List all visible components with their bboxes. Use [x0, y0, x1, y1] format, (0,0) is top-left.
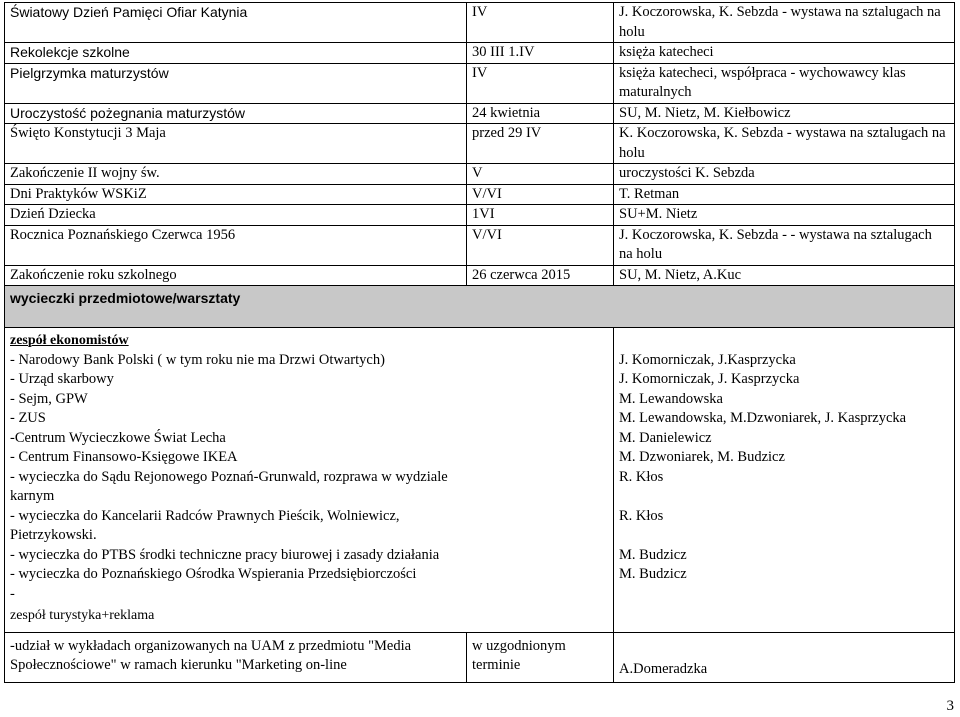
date-cell: V: [467, 164, 614, 185]
trip-line: - Sejm, GPW: [10, 390, 88, 407]
date-cell: 26 czerwca 2015: [467, 265, 614, 286]
responsible-line: J. Komorniczak, J.Kasprzycka: [619, 351, 796, 368]
table-row: [5, 205, 955, 226]
responsible-line: M. Budzicz: [619, 566, 687, 582]
date-cell: V/VI: [467, 184, 614, 205]
trip-line: Pietrzykowski.: [10, 527, 97, 543]
responsible-cell: księża katecheci: [614, 43, 955, 64]
page-number: 3: [946, 698, 954, 714]
event-cell: Pielgrzymka maturzystów: [5, 63, 467, 103]
trip-line: - Centrum Finansowo-Księgowe IKEA: [10, 449, 238, 465]
event-cell: Rocznica Poznańskiego Czerwca 1956: [5, 225, 467, 265]
responsible-cell: SU+M. Nietz: [614, 205, 955, 226]
table-row: [5, 103, 955, 124]
responsible-cell: A.Domeradzka: [614, 632, 955, 682]
event-cell: Rekolekcje szkolne: [5, 43, 467, 64]
section-header-row: [5, 286, 955, 328]
responsible-line: J. Komorniczak, J. Kasprzycka: [619, 371, 800, 387]
responsible-cell: SU, M. Nietz, A.Kuc: [614, 265, 955, 286]
responsible-line: R. Kłos: [619, 507, 664, 524]
table-row: [5, 184, 955, 205]
trip-line: - wycieczka do Sądu Rejonowego Poznań-Grunwald, rozprawa w wydziale: [10, 468, 448, 485]
trip-line: - Urząd skarbowy: [10, 371, 114, 387]
group-title: zespół ekonomistów: [10, 333, 129, 348]
trip-line: - wycieczka do PTBS środki techniczne pracy biurowej i zasady działania: [10, 546, 440, 563]
responsible-line: M. Danielewicz: [619, 429, 712, 446]
event-cell: Dni Praktyków WSKiZ: [5, 184, 467, 205]
document-page: [4, 2, 954, 683]
responsible-cell: J. Koczorowska, K. Sebzda - - wystawa na sztalugach na holu: [614, 225, 955, 265]
date-cell: 30 III 1.IV: [467, 43, 614, 64]
responsible-cell: uroczystości K. Sebzda: [614, 164, 955, 185]
responsible-cell: K. Koczorowska, K. Sebzda - wystawa na sztalugach na holu: [614, 124, 955, 164]
trip-line: - Narodowy Bank Polski ( w tym roku nie ma Drzwi Otwartych): [10, 351, 385, 368]
trip-line: -: [10, 585, 15, 602]
table-row: [5, 3, 955, 43]
responsible-line: [619, 526, 949, 546]
events-table: [4, 2, 955, 683]
date-cell: IV: [467, 3, 614, 43]
responsible-line: M. Lewandowska, M.Dzwoniarek, J. Kasprzycka: [619, 410, 907, 426]
trip-line: - wycieczka do Poznańskiego Ośrodka Wspierania Przedsiębiorczości: [10, 566, 417, 582]
trips-row: [5, 328, 955, 633]
responsible-cell: T. Retman: [614, 184, 955, 205]
date-cell: przed 29 IV: [467, 124, 614, 164]
responsible-line: M. Budzicz: [619, 546, 687, 563]
trip-line: karnym: [10, 488, 55, 504]
event-cell: Światowy Dzień Pamięci Ofiar Katynia: [5, 3, 467, 43]
trips-list-cell: [5, 328, 614, 633]
responsible-line: [619, 585, 949, 605]
table-row: [5, 632, 955, 682]
event-cell: Zakończenie II wojny św.: [5, 164, 467, 185]
event-cell: Zakończenie roku szkolnego: [5, 265, 467, 286]
event-cell: -udział w wykładach organizowanych na UAM z przedmiotu "Media Społecznościowe" w ramach kierunku "Marketing on-line: [5, 632, 467, 682]
event-cell: Dzień Dziecka: [5, 205, 467, 226]
responsible-line: [619, 487, 949, 507]
trip-line: -Centrum Wycieczkowe Świat Lecha: [10, 429, 226, 446]
group-title: zespół turystyka+reklama: [10, 608, 155, 623]
table-row: [5, 164, 955, 185]
responsible-line: R. Kłos: [619, 468, 664, 485]
responsible-line: M. Lewandowska: [619, 390, 723, 407]
event-cell: Uroczystość pożegnania maturzystów: [5, 103, 467, 124]
trip-line: - ZUS: [10, 410, 46, 426]
date-cell: IV: [467, 63, 614, 103]
date-cell: V/VI: [467, 225, 614, 265]
responsible-cell: SU, M. Nietz, M. Kiełbowicz: [614, 103, 955, 124]
table-row: [5, 265, 955, 286]
table-row: [5, 225, 955, 265]
date-cell: 24 kwietnia: [467, 103, 614, 124]
table-row: [5, 43, 955, 64]
section-header: wycieczki przedmiotowe/warsztaty: [5, 286, 955, 328]
date-cell: 1VI: [467, 205, 614, 226]
date-cell: w uzgodnionym terminie: [467, 632, 614, 682]
responsible-cell: J. Koczorowska, K. Sebzda - wystawa na sztalugach na holu: [614, 3, 955, 43]
table-row: [5, 124, 955, 164]
table-row: [5, 63, 955, 103]
event-cell: Święto Konstytucji 3 Maja: [5, 124, 467, 164]
responsible-line: M. Dzwoniarek, M. Budzicz: [619, 449, 785, 465]
trip-line: - wycieczka do Kancelarii Radców Prawnych Pieścik, Wolniewicz,: [10, 507, 400, 524]
responsible-cell: księża katecheci, współpraca - wychowawcy klas maturalnych: [614, 63, 955, 103]
trips-responsible-cell: [614, 328, 955, 633]
